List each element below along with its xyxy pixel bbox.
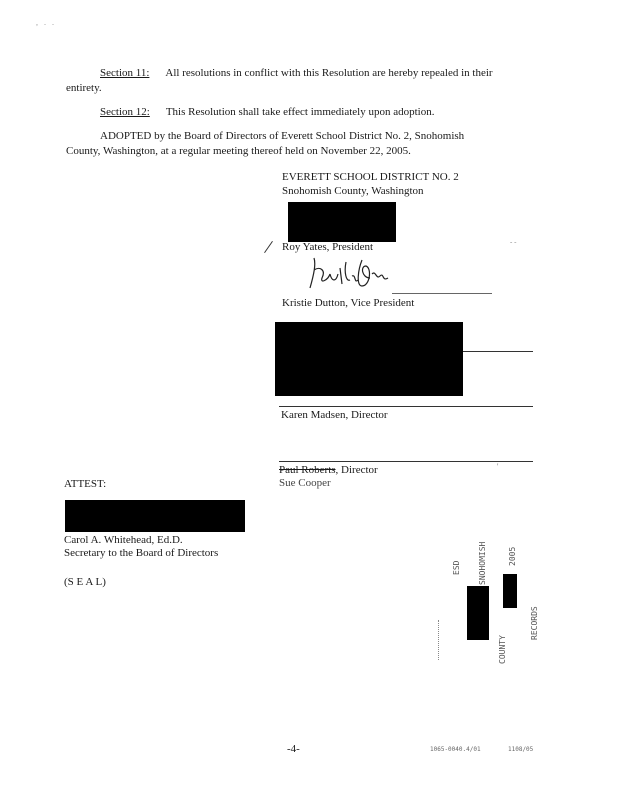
signer-director-2 bbox=[279, 464, 378, 476]
signature-line-2 bbox=[392, 293, 492, 294]
signer-president: Roy Yates, President bbox=[282, 241, 374, 253]
redacted-stamp-1 bbox=[467, 586, 489, 640]
slash-mark bbox=[264, 241, 273, 253]
section-11-text: All resolutions in conflict with this Resolution are hereby repealed in their bbox=[165, 67, 493, 79]
tick-mark: - - bbox=[510, 238, 517, 246]
tick-mark-2: ' bbox=[497, 462, 499, 471]
doc-code-2: 1108/05 bbox=[508, 746, 534, 753]
stamp-text-4: RECORDS bbox=[530, 606, 539, 640]
stamp-text-1: ESD bbox=[452, 560, 461, 575]
corner-mark: , . . bbox=[36, 18, 56, 27]
adopted-line-1: ADOPTED by the Board of Directors of Everett School District No. 2, Snohomish bbox=[100, 130, 465, 142]
signature-line-4 bbox=[279, 461, 533, 462]
stamp-text-3: COUNTY bbox=[498, 635, 507, 664]
attest-name: Carol A. Whitehead, Ed.D. bbox=[64, 534, 183, 546]
signature-line-3a bbox=[463, 351, 533, 352]
stamp-dashes bbox=[438, 620, 440, 660]
district-name: EVERETT SCHOOL DISTRICT NO. 2 bbox=[282, 171, 459, 183]
redacted-stamp-2 bbox=[503, 574, 517, 608]
redacted-signature-1 bbox=[288, 202, 396, 242]
adopted-paragraph bbox=[66, 129, 536, 159]
section-12-text: This Resolution shall take effect immediately upon adoption. bbox=[165, 106, 435, 118]
signature-line-3 bbox=[279, 406, 533, 407]
section-12 bbox=[66, 105, 536, 120]
signer-director-1: Karen Madsen, Director bbox=[281, 409, 388, 421]
section-11-continuation: entirety. bbox=[66, 82, 102, 94]
attest-title: Secretary to the Board of Directors bbox=[64, 547, 219, 559]
signer-vice-president: Kristie Dutton, Vice President bbox=[282, 297, 415, 309]
signature-kristie-dutton bbox=[300, 256, 410, 296]
seal-label: (S E A L) bbox=[64, 576, 106, 588]
attest-label: ATTEST: bbox=[64, 478, 107, 490]
redacted-signature-attest bbox=[65, 500, 245, 532]
page-number: -4- bbox=[287, 743, 300, 755]
struck-name: Paul Roberts bbox=[279, 464, 336, 476]
section-11-label: Section 11: bbox=[100, 67, 150, 79]
signer-extra: Sue Cooper bbox=[279, 477, 331, 489]
director-title: , Director bbox=[335, 464, 378, 476]
district-county: Snohomish County, Washington bbox=[282, 185, 424, 197]
section-12-label: Section 12: bbox=[100, 106, 150, 118]
stamp-text-2: SNOHOMISH bbox=[478, 541, 487, 585]
redacted-signature-3 bbox=[275, 322, 463, 396]
doc-code-1: 1065-0040.4/01 bbox=[430, 746, 481, 753]
stamp-text-5: 2005 bbox=[508, 546, 517, 566]
section-11 bbox=[66, 66, 536, 96]
adopted-line-2: County, Washington, at a regular meeting thereof held on November 22, 2005. bbox=[66, 145, 411, 157]
